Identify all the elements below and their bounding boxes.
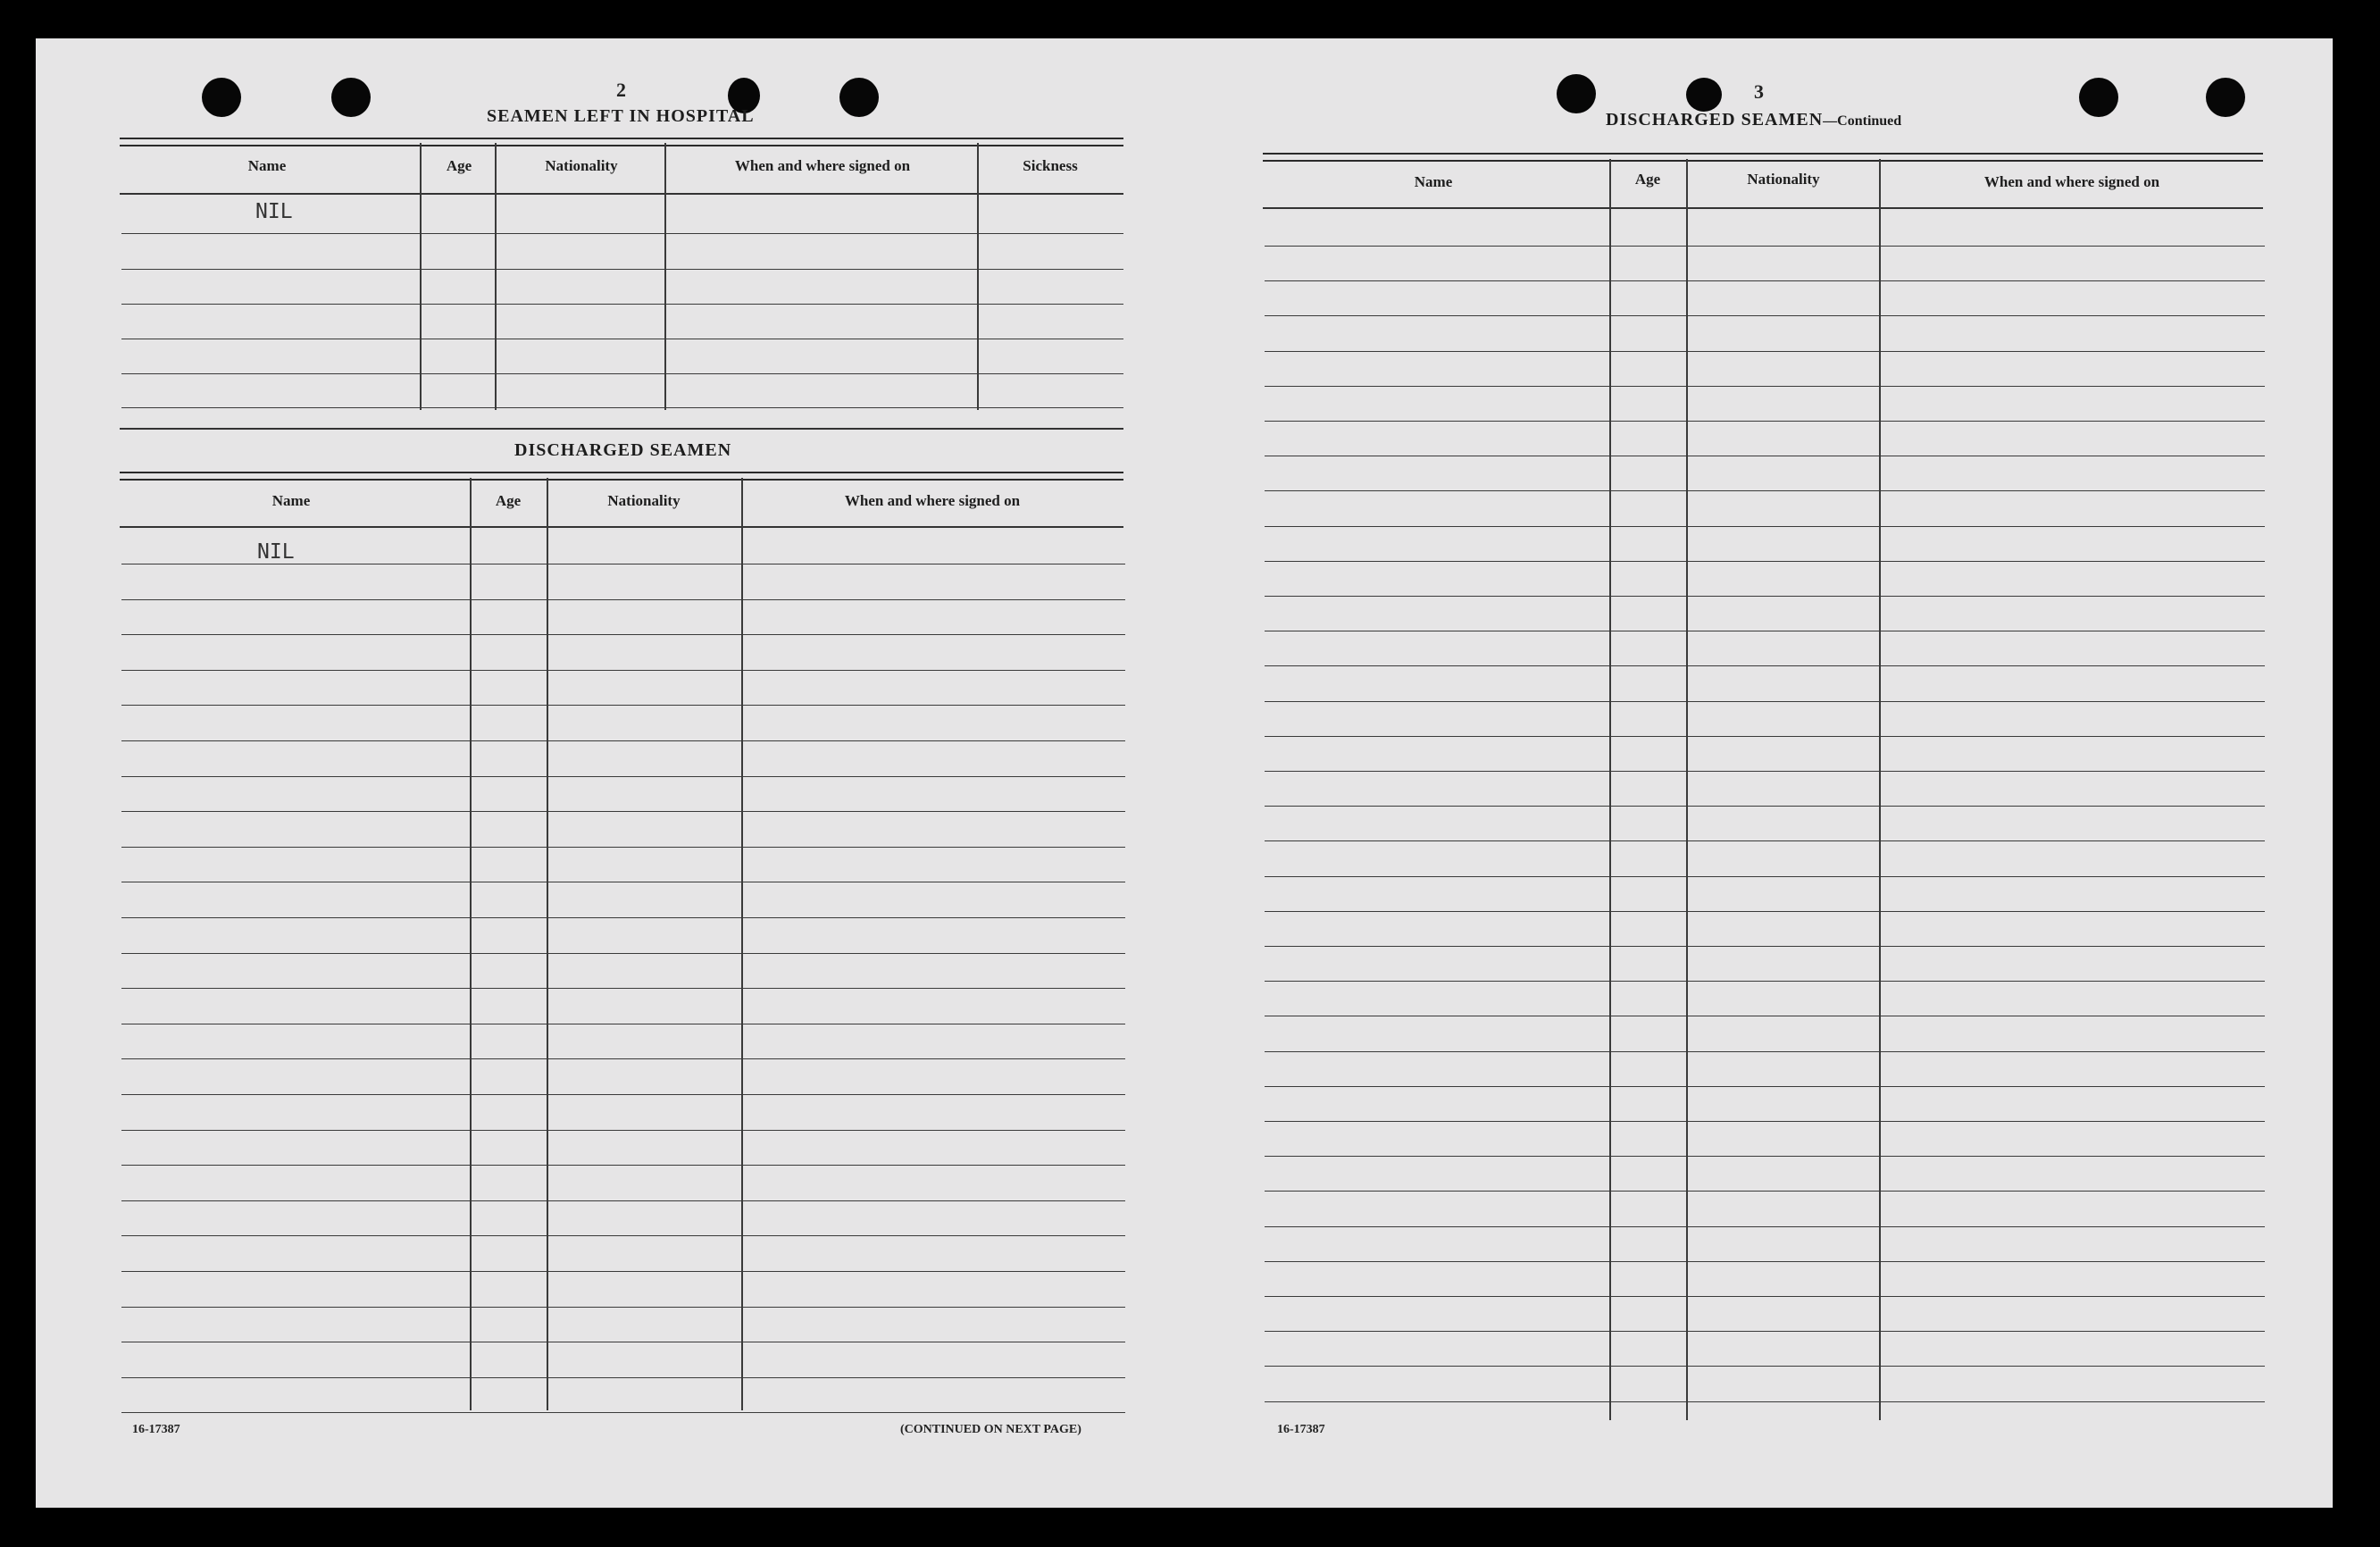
header-rule xyxy=(120,526,1123,528)
table-row-line xyxy=(121,1235,1125,1236)
col-header-nationality: Nationality xyxy=(545,157,618,174)
table-row-line xyxy=(1265,1121,2265,1122)
table-row-line xyxy=(1265,840,2265,841)
table-row-line xyxy=(1265,1086,2265,1087)
col-header-nationality: Nationality xyxy=(607,492,681,509)
double-rule xyxy=(120,138,1123,146)
table-row-line xyxy=(121,953,1125,954)
table-row-line xyxy=(1265,1401,2265,1402)
table-row-line xyxy=(121,988,1125,989)
discharged-section-title: DISCHARGED SEAMEN xyxy=(514,440,732,460)
table-row-line xyxy=(1265,280,2265,281)
continued-note: (CONTINUED ON NEXT PAGE) xyxy=(900,1423,1081,1436)
column-divider xyxy=(977,143,979,410)
title-text: DISCHARGED SEAMEN xyxy=(1606,110,1824,130)
table-row-line xyxy=(1265,561,2265,562)
hospital-entry-nil: NIL xyxy=(255,200,293,223)
table-row-line xyxy=(121,634,1125,635)
col-header-nationality: Nationality xyxy=(1747,171,1820,188)
document-sheet xyxy=(36,38,2333,1508)
table-row-line xyxy=(1265,1051,2265,1052)
table-row-line xyxy=(1265,1296,2265,1297)
header-rule xyxy=(1263,207,2263,209)
table-row-line xyxy=(1265,876,2265,877)
discharged-continued-title xyxy=(1606,110,1901,130)
table-row-line xyxy=(121,1165,1125,1166)
table-row-line xyxy=(121,407,1123,408)
section-bottom-rule xyxy=(120,428,1123,430)
table-row-line xyxy=(1265,736,2265,737)
double-rule xyxy=(1263,153,2263,162)
table-row-line xyxy=(121,269,1123,270)
punch-hole xyxy=(839,78,879,117)
table-row-line xyxy=(1265,1156,2265,1157)
table-row-line xyxy=(121,1094,1125,1095)
table-row-line xyxy=(1265,386,2265,387)
col-header-signed-on: When and where signed on xyxy=(844,492,1021,509)
table-row-line xyxy=(121,1307,1125,1308)
table-row-line xyxy=(1265,771,2265,772)
table-row-line xyxy=(121,847,1125,848)
form-number-left: 16-17387 xyxy=(132,1423,180,1436)
table-row-line xyxy=(121,670,1125,671)
table-row-line xyxy=(121,233,1123,234)
page-number-left: 2 xyxy=(616,79,626,101)
table-row-line xyxy=(121,740,1125,741)
table-row-line xyxy=(1265,246,2265,247)
column-divider xyxy=(470,478,472,1410)
table-row-line xyxy=(121,705,1125,706)
col-header-sickness: Sickness xyxy=(1023,157,1078,174)
col-header-name: Name xyxy=(1414,173,1453,190)
col-header-signed-on: When and where signed on xyxy=(1983,173,2160,190)
column-divider xyxy=(547,478,548,1410)
col-header-age: Age xyxy=(446,157,472,174)
punch-hole xyxy=(331,78,371,117)
column-divider xyxy=(741,478,743,1410)
table-row-line xyxy=(121,304,1123,305)
table-row-line xyxy=(1265,701,2265,702)
punch-hole xyxy=(1686,78,1722,112)
table-row-line xyxy=(121,811,1125,812)
table-row-line xyxy=(1265,665,2265,666)
table-row-line xyxy=(121,917,1125,918)
table-row-line xyxy=(1265,1331,2265,1332)
table-row-line xyxy=(1265,596,2265,597)
table-row-line xyxy=(1265,981,2265,982)
column-divider xyxy=(664,143,666,410)
table-row-line xyxy=(121,1200,1125,1201)
header-rule xyxy=(120,193,1123,195)
table-row-line xyxy=(1265,315,2265,316)
table-row-line xyxy=(121,1058,1125,1059)
punch-hole xyxy=(2079,78,2118,117)
punch-hole xyxy=(202,78,241,117)
table-row-line xyxy=(121,1271,1125,1272)
table-row-line xyxy=(1265,1191,2265,1192)
punch-hole xyxy=(1557,74,1596,113)
column-divider xyxy=(1879,159,1881,1420)
table-row-line xyxy=(1265,806,2265,807)
table-row-line xyxy=(121,373,1123,374)
col-header-signed-on: When and where signed on xyxy=(734,157,911,174)
table-row-line xyxy=(1265,351,2265,352)
col-header-age: Age xyxy=(1634,171,1661,188)
column-divider xyxy=(1609,159,1611,1420)
table-row-line xyxy=(121,1412,1125,1413)
page-number-right: 3 xyxy=(1754,80,1764,103)
table-row-line xyxy=(1265,490,2265,491)
col-header-name: Name xyxy=(247,157,287,174)
table-row-line xyxy=(1265,946,2265,947)
table-row-line xyxy=(121,776,1125,777)
hospital-section-title: SEAMEN LEFT IN HOSPITAL xyxy=(487,106,755,126)
table-row-line xyxy=(1265,911,2265,912)
column-divider xyxy=(420,143,422,410)
column-divider xyxy=(1686,159,1688,1420)
table-row-line xyxy=(1265,421,2265,422)
table-row-line xyxy=(1265,1226,2265,1227)
table-row-line xyxy=(121,599,1125,600)
column-divider xyxy=(495,143,497,410)
punch-hole xyxy=(2206,78,2245,117)
table-row-line xyxy=(121,1377,1125,1378)
table-row-line xyxy=(1265,1261,2265,1262)
table-row-line xyxy=(1265,526,2265,527)
title-suffix: —Continued xyxy=(1823,113,1902,129)
table-row-line xyxy=(1265,1366,2265,1367)
table-row-line xyxy=(121,1130,1125,1131)
col-header-age: Age xyxy=(495,492,522,509)
col-header-name: Name xyxy=(271,492,311,509)
double-rule xyxy=(120,472,1123,481)
form-number-right: 16-17387 xyxy=(1277,1423,1325,1436)
discharged-entry-nil: NIL xyxy=(257,540,295,564)
